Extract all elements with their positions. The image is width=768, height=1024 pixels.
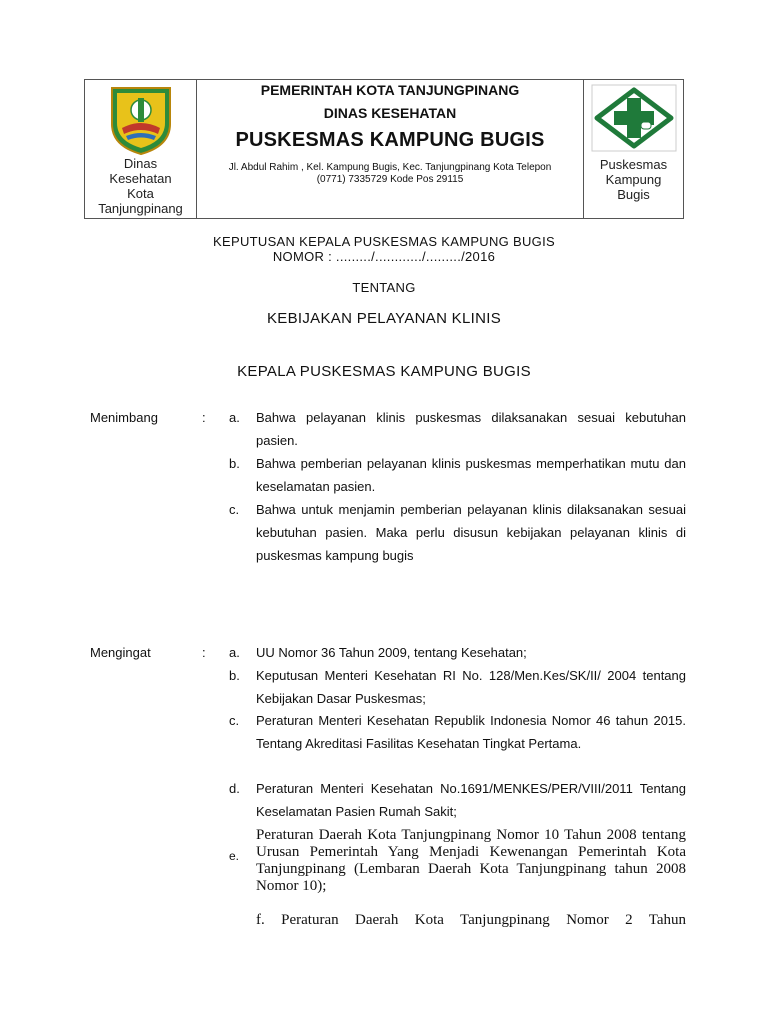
left-caption: Dinas Kesehatan Kota Tanjungpinang [98, 156, 183, 216]
address: Jl. Abdul Rahim , Kel. Kampung Bugis, Kec. Tanjungpinang Kota Telepon (0771) 7335729 Kode Pos 29115 [228, 162, 552, 185]
puskesmas-cross-icon [591, 84, 677, 152]
decree-number: NOMOR : ........./............/........./2016 [272, 249, 496, 264]
mengingat-colon: : [202, 645, 206, 660]
letterhead-center [197, 80, 583, 218]
document-page: Dinas Kesehatan Kota Tanjungpinang PEMERINTAH KOTA TANJUNGPINANG DINAS KESEHATAN PUSKESMAS KAMPUNG BUGIS Jl. Abdul Rahim , Kel. Kampung Bugis, Kec. Tanjungpinang Kota Telepon (0771) 7335729 Kode Pos 29115 Puskesmas Kampung Bugis KEPUTUSAN KEPALA PUSKESMAS KAMPUNG BUGIS NOMOR : ........./............/........./2016 TENTANG KEBIJAKAN PELAYANAN KLINIS KEPALA PUSKESMAS KAMPUNG BUGIS Menimbang : a. Bahwa pelayanan klinis puskesmas dilaksanakan sesuai kebutuhan pasien. b. Bahwa pemberian pelayanan klinis puskesmas memperhatikan mutu dan keselamatan pasien. c. Bahwa untuk menjamin pemberian pelayanan klinis dilaksanakan sesuai kebutuhan pasien. Maka perlu disusun kebijakan pelayanan klinis di puskesmas kampung bugis Mengingat : a. UU Nomor 36 Tahun 2009, tentang Kesehatan; b. Keputusan Menteri Kesehatan RI No. 128/Men.Kes/SK/II/ 2004 tentang Kebijakan Dasar Puskesmas; c. Peraturan Menteri Kesehatan Republik Indonesia Nomor 46 tahun 2015. Tentang Akreditasi Fasilitas Kesehatan Tingkat Pertama. d. Peraturan Menteri Kesehatan No.1691/MENKES/PER/VIII/2011 Tentang Keselamatan Pasien Rumah Sakit; e. Peraturan Daerah Kota Tanjungpinang Nomor 10 Tahun 2008 tentang Urusan Pemerintah Yang Menjadi Kewenangan Pemerintah Kota Tanjungpinang (Lembaran Daerah Kota Tanjungpinang tahun 2008 Nomor 10); f. Peraturan Daerah Kota Tanjungpinang Nomor 2 Tahun [0, 0, 768, 1024]
government-name: PEMERINTAH KOTA TANJUNGPINANG [260, 82, 520, 98]
mengingat-item-f: f. Peraturan Daerah Kota Tanjungpinang Nomor 2 Tahun [256, 912, 686, 928]
about-heading: TENTANG [352, 280, 416, 295]
letterhead [84, 79, 684, 219]
decree-title: KEPUTUSAN KEPALA PUSKESMAS KAMPUNG BUGIS [213, 234, 555, 249]
menimbang-colon: : [202, 410, 206, 425]
mengingat-label: Mengingat [90, 645, 151, 660]
menimbang-label: Menimbang [90, 410, 158, 425]
policy-title: KEBIJAKAN PELAYANAN KLINIS [267, 310, 501, 327]
department-name: DINAS KESEHATAN [323, 105, 457, 121]
city-emblem-icon [108, 84, 174, 156]
letterhead-right-cell [583, 80, 683, 218]
right-caption: Puskesmas Kampung Bugis [599, 157, 668, 202]
head-title: KEPALA PUSKESMAS KAMPUNG BUGIS [237, 363, 531, 380]
letterhead-left-cell [85, 80, 197, 218]
puskesmas-name: PUSKESMAS KAMPUNG BUGIS [235, 129, 545, 151]
